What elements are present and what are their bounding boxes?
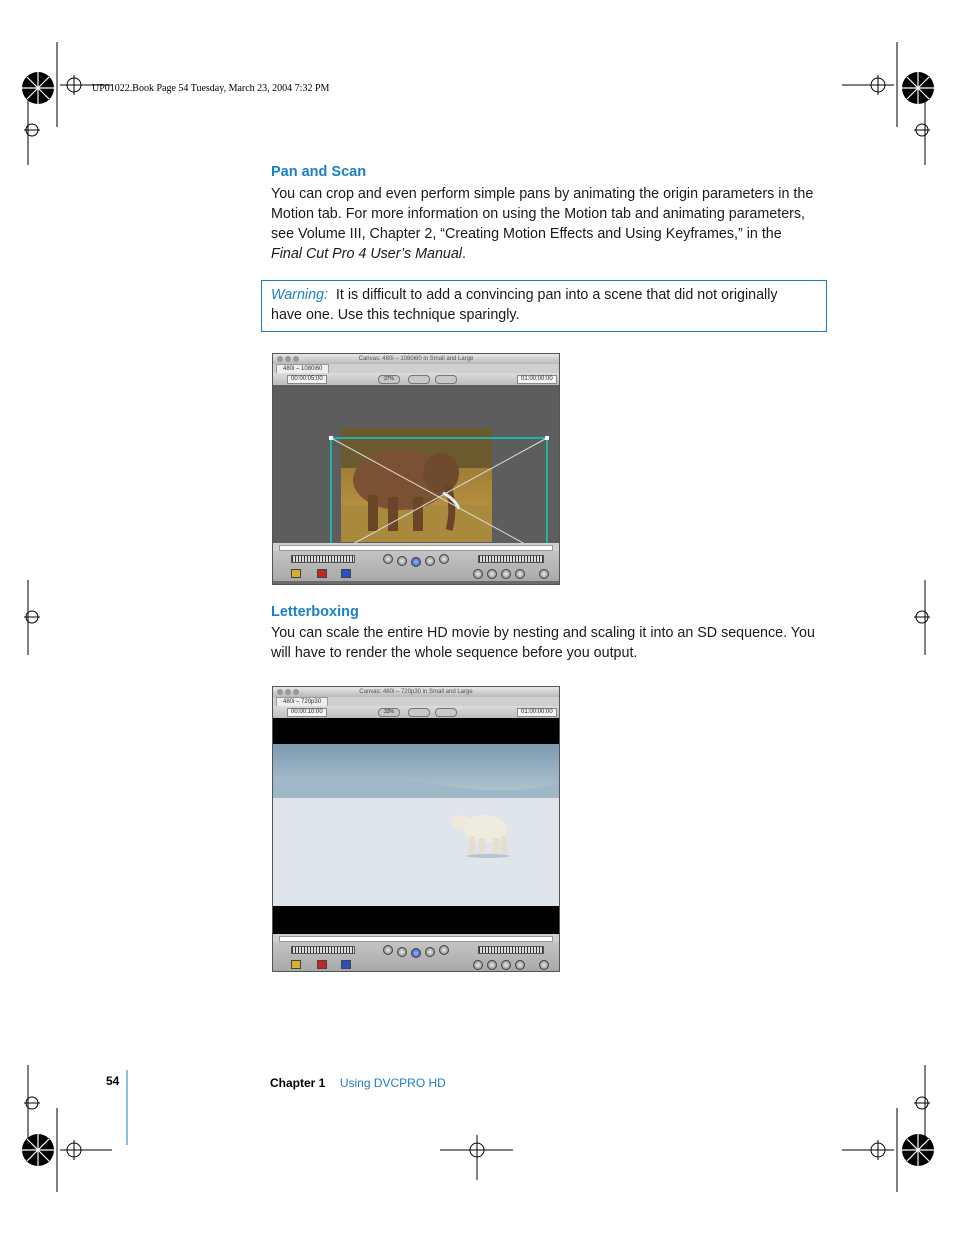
match-frame-button[interactable] <box>539 960 549 970</box>
sequence-tab: 480i – 720p30 <box>276 697 328 706</box>
letterboxing-body <box>271 623 831 663</box>
play-button[interactable] <box>411 557 421 567</box>
overwrite-edit-button[interactable] <box>317 569 327 578</box>
control-row <box>273 373 559 385</box>
timecode-current: 00:00:05:00 <box>287 375 327 384</box>
scrubber-bar[interactable] <box>273 543 559 551</box>
letterboxing-line-2: will have to render the whole sequence before you output. <box>271 645 638 661</box>
book-title: Final Cut Pro 4 User’s Manual <box>271 246 462 262</box>
chapter-label: Chapter 1 <box>270 1076 326 1090</box>
play-in-out-button[interactable] <box>397 947 407 957</box>
add-keyframe-button[interactable] <box>515 569 525 579</box>
play-around-button[interactable] <box>425 947 435 957</box>
add-keyframe-button[interactable] <box>515 960 525 970</box>
tab-row <box>273 697 559 706</box>
shuttle-control[interactable] <box>291 946 355 954</box>
page-number: 54 <box>106 1074 120 1088</box>
warning-line-2: have one. Use this technique sparingly. <box>271 307 520 323</box>
overlay-popup <box>435 708 457 717</box>
mark-in-button[interactable] <box>473 569 483 579</box>
warning-text-1: It is difficult to add a convincing pan into a scene that did not originally <box>335 287 778 303</box>
letterboxing-line-1: You can scale the entire HD movie by nesting and scaling it into an SD sequence. You <box>271 625 815 641</box>
add-marker-button[interactable] <box>501 960 511 970</box>
play-in-out-button[interactable] <box>397 556 407 566</box>
zoom-popup: 33% <box>378 708 400 717</box>
jog-control[interactable] <box>478 946 544 954</box>
scrubber-bar[interactable] <box>273 934 559 942</box>
warning-line-1 <box>271 285 821 305</box>
play-around-button[interactable] <box>425 556 435 566</box>
zoom-popup: 37% <box>378 375 400 384</box>
transport-controls <box>273 551 559 581</box>
pan-scan-line-2: Motion tab. For more information on using the Motion tab and animating parameters, <box>271 206 806 222</box>
window-titlebar <box>273 354 559 364</box>
control-row <box>273 706 559 718</box>
next-edit-button[interactable] <box>439 945 449 955</box>
insert-edit-button[interactable] <box>291 960 301 969</box>
warning-label: Warning: <box>271 287 328 303</box>
next-edit-button[interactable] <box>439 554 449 564</box>
print-slug: UP01022.Book Page 54 Tuesday, March 23, 2004 7:32 PM <box>92 83 330 94</box>
chapter-title: Using DVCPRO HD <box>339 1076 446 1090</box>
add-marker-button[interactable] <box>501 569 511 579</box>
timecode-current: 00:00:10:00 <box>287 708 327 717</box>
match-frame-button[interactable] <box>539 569 549 579</box>
timecode-duration: 01:00:00:00 <box>517 375 557 384</box>
replace-edit-button[interactable] <box>341 960 351 969</box>
jog-control[interactable] <box>478 555 544 563</box>
canvas-area <box>273 718 559 934</box>
canvas-area <box>273 385 559 543</box>
timecode-duration: 01:00:00:00 <box>517 708 557 717</box>
tab-row <box>273 364 559 373</box>
insert-edit-button[interactable] <box>291 569 301 578</box>
warning-box <box>261 280 827 332</box>
figure-canvas-polar-bear <box>272 686 560 972</box>
mark-in-button[interactable] <box>473 960 483 970</box>
elephant-image <box>273 385 559 543</box>
view-popup <box>408 708 430 717</box>
window-titlebar <box>273 687 559 697</box>
replace-edit-button[interactable] <box>341 569 351 578</box>
mark-out-button[interactable] <box>487 569 497 579</box>
pan-scan-body <box>271 184 831 264</box>
pan-scan-line-1: You can crop and even perform simple pans by animating the origin parameters in the <box>271 186 814 202</box>
overlay-popup <box>435 375 457 384</box>
pan-scan-line-3: see Volume III, Chapter 2, “Creating Motion Effects and Using Keyframes,” in the <box>271 226 782 242</box>
shuttle-control[interactable] <box>291 555 355 563</box>
polar-bear-image <box>273 718 559 934</box>
transport-controls <box>273 942 559 972</box>
play-button[interactable] <box>411 948 421 958</box>
figure-canvas-elephant <box>272 353 560 585</box>
overwrite-edit-button[interactable] <box>317 960 327 969</box>
prev-edit-button[interactable] <box>383 554 393 564</box>
section-heading-letterboxing: Letterboxing <box>271 604 359 620</box>
section-heading-pan-scan: Pan and Scan <box>271 164 367 180</box>
footer-chapter <box>270 1074 446 1092</box>
sequence-tab: 480i – 1080i60 <box>276 364 329 373</box>
prev-edit-button[interactable] <box>383 945 393 955</box>
view-popup <box>408 375 430 384</box>
window-title: Canvas: 480i – 720p30 in Small and Large <box>359 689 473 695</box>
mark-out-button[interactable] <box>487 960 497 970</box>
book-title-suffix: . <box>461 246 466 262</box>
window-title: Canvas: 480i – 1080i60 in Small and Large <box>358 356 474 362</box>
pan-scan-line-4 <box>271 244 831 264</box>
